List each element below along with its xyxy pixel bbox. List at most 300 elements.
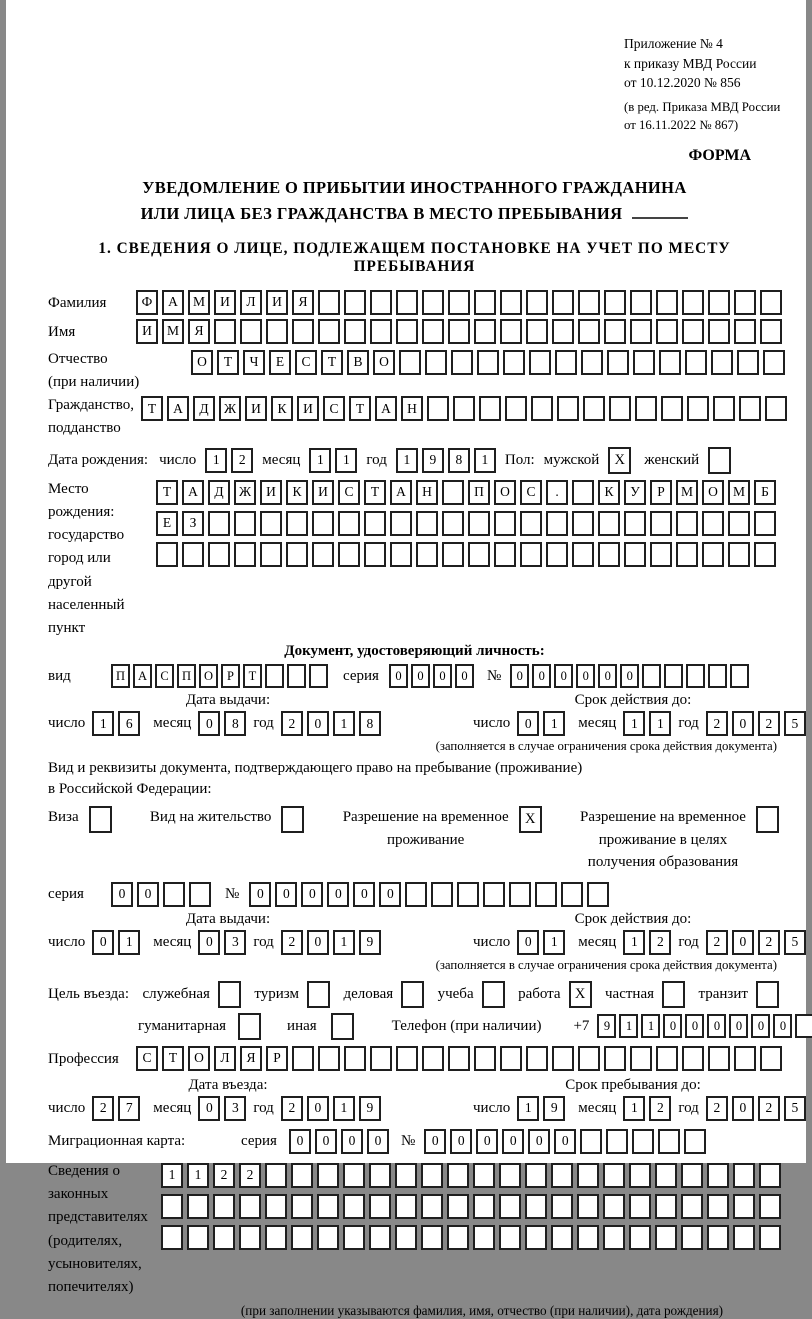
char-box[interactable]: 2 [213, 1163, 235, 1188]
char-box[interactable]: С [155, 664, 174, 688]
char-box[interactable]: 1 [205, 448, 227, 473]
char-box[interactable] [370, 319, 392, 344]
char-box[interactable] [551, 1163, 573, 1188]
char-box[interactable] [733, 1194, 755, 1219]
char-box[interactable]: 0 [275, 882, 297, 907]
purpose-study-checkbox[interactable] [482, 981, 505, 1008]
char-box[interactable] [509, 882, 531, 907]
char-box[interactable] [630, 319, 652, 344]
char-box[interactable] [555, 350, 577, 375]
char-box[interactable] [578, 1046, 600, 1071]
char-box[interactable] [370, 1046, 392, 1071]
char-box[interactable] [343, 1163, 365, 1188]
char-box[interactable] [213, 1194, 235, 1219]
char-box[interactable]: 0 [751, 1014, 770, 1038]
char-box[interactable]: А [182, 480, 204, 505]
char-box[interactable] [529, 350, 551, 375]
char-box[interactable]: 3 [224, 930, 246, 955]
char-box[interactable] [405, 882, 427, 907]
char-box[interactable] [629, 1194, 651, 1219]
char-box[interactable] [505, 396, 527, 421]
char-box[interactable]: Я [240, 1046, 262, 1071]
char-box[interactable]: Д [193, 396, 215, 421]
char-box[interactable] [399, 350, 421, 375]
char-box[interactable] [624, 542, 646, 567]
char-box[interactable] [317, 1194, 339, 1219]
char-box[interactable]: О [494, 480, 516, 505]
char-box[interactable] [686, 664, 705, 688]
char-box[interactable] [520, 542, 542, 567]
char-box[interactable]: 2 [239, 1163, 261, 1188]
char-box[interactable] [684, 1129, 706, 1154]
char-box[interactable] [577, 1163, 599, 1188]
char-box[interactable] [603, 1194, 625, 1219]
char-box[interactable]: 5 [784, 930, 806, 955]
char-box[interactable] [587, 882, 609, 907]
char-box[interactable]: О [191, 350, 213, 375]
char-box[interactable] [632, 1129, 654, 1154]
char-box[interactable] [702, 511, 724, 536]
char-box[interactable]: 0 [307, 930, 329, 955]
char-box[interactable] [682, 290, 704, 315]
char-box[interactable] [447, 1194, 469, 1219]
char-box[interactable] [598, 511, 620, 536]
char-box[interactable]: И [297, 396, 319, 421]
char-box[interactable] [416, 511, 438, 536]
char-box[interactable] [473, 1163, 495, 1188]
char-box[interactable] [629, 1163, 651, 1188]
char-box[interactable]: А [162, 290, 184, 315]
char-box[interactable]: О [188, 1046, 210, 1071]
char-box[interactable]: 2 [649, 930, 671, 955]
char-box[interactable] [260, 542, 282, 567]
char-box[interactable]: 0 [554, 1129, 576, 1154]
char-box[interactable]: Н [416, 480, 438, 505]
char-box[interactable]: И [260, 480, 282, 505]
purpose-other-checkbox[interactable] [331, 1013, 354, 1040]
char-box[interactable] [711, 350, 733, 375]
char-box[interactable] [421, 1163, 443, 1188]
char-box[interactable] [344, 1046, 366, 1071]
char-box[interactable] [681, 1194, 703, 1219]
char-box[interactable] [546, 511, 568, 536]
char-box[interactable] [390, 542, 412, 567]
char-box[interactable] [499, 1163, 521, 1188]
char-box[interactable] [552, 290, 574, 315]
char-box[interactable]: 2 [706, 930, 728, 955]
char-box[interactable] [531, 396, 553, 421]
char-box[interactable]: Р [650, 480, 672, 505]
char-box[interactable] [431, 882, 453, 907]
char-box[interactable] [448, 1046, 470, 1071]
char-box[interactable]: И [214, 290, 236, 315]
char-box[interactable] [702, 542, 724, 567]
char-box[interactable] [483, 882, 505, 907]
char-box[interactable] [442, 511, 464, 536]
purpose-tourism-checkbox[interactable] [307, 981, 330, 1008]
char-box[interactable]: 0 [576, 664, 595, 688]
char-box[interactable]: 0 [732, 1096, 754, 1121]
char-box[interactable] [318, 290, 340, 315]
char-box[interactable] [604, 1046, 626, 1071]
char-box[interactable] [187, 1194, 209, 1219]
char-box[interactable] [656, 1046, 678, 1071]
char-box[interactable] [187, 1225, 209, 1250]
char-box[interactable]: О [702, 480, 724, 505]
char-box[interactable] [759, 1194, 781, 1219]
char-box[interactable]: И [266, 290, 288, 315]
char-box[interactable] [291, 1163, 313, 1188]
char-box[interactable]: 0 [198, 1096, 220, 1121]
char-box[interactable]: Я [188, 319, 210, 344]
char-box[interactable]: П [177, 664, 196, 688]
char-box[interactable] [156, 542, 178, 567]
purpose-transit-checkbox[interactable] [756, 981, 779, 1008]
char-box[interactable] [561, 882, 583, 907]
char-box[interactable] [656, 290, 678, 315]
char-box[interactable]: Д [208, 480, 230, 505]
char-box[interactable] [494, 511, 516, 536]
char-box[interactable] [317, 1163, 339, 1188]
char-box[interactable] [681, 1225, 703, 1250]
char-box[interactable]: 0 [773, 1014, 792, 1038]
purpose-humanitarian-checkbox[interactable] [238, 1013, 261, 1040]
char-box[interactable]: Ф [136, 290, 158, 315]
char-box[interactable] [447, 1163, 469, 1188]
char-box[interactable] [395, 1163, 417, 1188]
char-box[interactable]: К [271, 396, 293, 421]
char-box[interactable] [234, 542, 256, 567]
char-box[interactable]: Ч [243, 350, 265, 375]
char-box[interactable] [603, 1163, 625, 1188]
char-box[interactable] [161, 1225, 183, 1250]
char-box[interactable] [728, 511, 750, 536]
char-box[interactable] [572, 542, 594, 567]
char-box[interactable] [578, 319, 600, 344]
char-box[interactable]: 1 [517, 1096, 539, 1121]
char-box[interactable]: 2 [758, 930, 780, 955]
char-box[interactable]: . [546, 480, 568, 505]
char-box[interactable] [661, 396, 683, 421]
char-box[interactable]: 0 [729, 1014, 748, 1038]
char-box[interactable] [474, 1046, 496, 1071]
char-box[interactable]: 2 [649, 1096, 671, 1121]
char-box[interactable]: 9 [359, 1096, 381, 1121]
char-box[interactable] [734, 290, 756, 315]
char-box[interactable] [624, 511, 646, 536]
char-box[interactable]: 1 [649, 711, 671, 736]
char-box[interactable] [557, 396, 579, 421]
char-box[interactable] [795, 1014, 812, 1038]
char-box[interactable] [239, 1194, 261, 1219]
char-box[interactable] [163, 882, 185, 907]
char-box[interactable]: Н [401, 396, 423, 421]
char-box[interactable]: 0 [732, 711, 754, 736]
char-box[interactable] [448, 290, 470, 315]
char-box[interactable] [442, 480, 464, 505]
char-box[interactable]: Р [266, 1046, 288, 1071]
char-box[interactable]: 0 [620, 664, 639, 688]
char-box[interactable] [503, 350, 525, 375]
char-box[interactable] [425, 350, 447, 375]
char-box[interactable] [338, 542, 360, 567]
char-box[interactable]: Я [292, 290, 314, 315]
char-box[interactable] [685, 350, 707, 375]
char-box[interactable]: 0 [510, 664, 529, 688]
char-box[interactable] [468, 542, 490, 567]
char-box[interactable] [604, 319, 626, 344]
char-box[interactable]: 0 [433, 664, 452, 688]
char-box[interactable]: И [245, 396, 267, 421]
char-box[interactable]: Т [243, 664, 262, 688]
char-box[interactable] [309, 664, 328, 688]
char-box[interactable]: М [728, 480, 750, 505]
char-box[interactable]: Ж [234, 480, 256, 505]
char-box[interactable]: 0 [554, 664, 573, 688]
char-box[interactable] [713, 396, 735, 421]
char-box[interactable] [312, 511, 334, 536]
char-box[interactable] [635, 396, 657, 421]
char-box[interactable] [396, 1046, 418, 1071]
residence-permit-checkbox[interactable] [281, 806, 304, 833]
temp-residence-checkbox[interactable]: X [519, 806, 542, 833]
char-box[interactable] [369, 1225, 391, 1250]
char-box[interactable] [318, 319, 340, 344]
char-box[interactable]: 8 [224, 711, 246, 736]
char-box[interactable]: С [136, 1046, 158, 1071]
char-box[interactable] [265, 1225, 287, 1250]
char-box[interactable]: Е [156, 511, 178, 536]
char-box[interactable] [369, 1163, 391, 1188]
char-box[interactable] [240, 319, 262, 344]
char-box[interactable] [265, 664, 284, 688]
char-box[interactable] [583, 396, 605, 421]
char-box[interactable] [763, 350, 785, 375]
char-box[interactable] [739, 396, 761, 421]
char-box[interactable] [577, 1225, 599, 1250]
char-box[interactable] [525, 1225, 547, 1250]
char-box[interactable]: 0 [528, 1129, 550, 1154]
sex-female-checkbox[interactable] [708, 447, 731, 474]
char-box[interactable] [525, 1163, 547, 1188]
char-box[interactable]: 1 [333, 711, 355, 736]
char-box[interactable]: 8 [359, 711, 381, 736]
char-box[interactable] [260, 511, 282, 536]
char-box[interactable]: Т [156, 480, 178, 505]
char-box[interactable]: 0 [315, 1129, 337, 1154]
char-box[interactable]: С [520, 480, 542, 505]
char-box[interactable] [344, 290, 366, 315]
char-box[interactable]: 1 [335, 448, 357, 473]
char-box[interactable] [606, 1129, 628, 1154]
char-box[interactable] [468, 511, 490, 536]
char-box[interactable] [318, 1046, 340, 1071]
char-box[interactable] [655, 1163, 677, 1188]
char-box[interactable]: А [133, 664, 152, 688]
char-box[interactable] [474, 290, 496, 315]
char-box[interactable] [552, 1046, 574, 1071]
char-box[interactable] [421, 1194, 443, 1219]
char-box[interactable] [499, 1225, 521, 1250]
char-box[interactable]: Т [321, 350, 343, 375]
char-box[interactable]: П [468, 480, 490, 505]
char-box[interactable]: 2 [231, 448, 253, 473]
temp-residence-edu-checkbox[interactable] [756, 806, 779, 833]
char-box[interactable] [208, 511, 230, 536]
char-box[interactable] [603, 1225, 625, 1250]
char-box[interactable] [364, 542, 386, 567]
char-box[interactable] [208, 542, 230, 567]
char-box[interactable] [343, 1194, 365, 1219]
char-box[interactable]: 0 [455, 664, 474, 688]
char-box[interactable] [287, 664, 306, 688]
char-box[interactable] [572, 480, 594, 505]
purpose-official-checkbox[interactable] [218, 981, 241, 1008]
char-box[interactable] [500, 290, 522, 315]
char-box[interactable] [630, 1046, 652, 1071]
char-box[interactable] [708, 1046, 730, 1071]
char-box[interactable] [765, 396, 787, 421]
char-box[interactable] [734, 1046, 756, 1071]
char-box[interactable] [500, 1046, 522, 1071]
char-box[interactable] [733, 1163, 755, 1188]
char-box[interactable] [676, 542, 698, 567]
char-box[interactable]: Т [364, 480, 386, 505]
char-box[interactable] [754, 542, 776, 567]
char-box[interactable]: 2 [281, 711, 303, 736]
char-box[interactable]: 0 [289, 1129, 311, 1154]
char-box[interactable]: Е [269, 350, 291, 375]
char-box[interactable] [733, 1225, 755, 1250]
char-box[interactable] [494, 542, 516, 567]
char-box[interactable]: 2 [281, 930, 303, 955]
char-box[interactable]: П [111, 664, 130, 688]
char-box[interactable]: 0 [307, 1096, 329, 1121]
char-box[interactable] [580, 1129, 602, 1154]
char-box[interactable] [708, 319, 730, 344]
char-box[interactable]: 9 [543, 1096, 565, 1121]
char-box[interactable] [659, 350, 681, 375]
char-box[interactable]: 0 [111, 882, 133, 907]
char-box[interactable] [421, 1225, 443, 1250]
char-box[interactable] [343, 1225, 365, 1250]
char-box[interactable]: Т [217, 350, 239, 375]
char-box[interactable]: М [162, 319, 184, 344]
char-box[interactable] [473, 1225, 495, 1250]
char-box[interactable]: 9 [597, 1014, 616, 1038]
char-box[interactable]: 0 [502, 1129, 524, 1154]
char-box[interactable]: Ж [219, 396, 241, 421]
char-box[interactable] [656, 319, 678, 344]
char-box[interactable]: Т [349, 396, 371, 421]
char-box[interactable] [730, 664, 749, 688]
char-box[interactable] [598, 542, 620, 567]
char-box[interactable] [447, 1225, 469, 1250]
char-box[interactable]: 0 [517, 711, 539, 736]
char-box[interactable] [214, 319, 236, 344]
char-box[interactable] [707, 1194, 729, 1219]
char-box[interactable] [737, 350, 759, 375]
char-box[interactable] [370, 290, 392, 315]
char-box[interactable] [161, 1194, 183, 1219]
char-box[interactable] [396, 319, 418, 344]
char-box[interactable] [292, 1046, 314, 1071]
char-box[interactable] [474, 319, 496, 344]
char-box[interactable]: 5 [784, 1096, 806, 1121]
char-box[interactable]: М [188, 290, 210, 315]
char-box[interactable] [526, 290, 548, 315]
char-box[interactable] [453, 396, 475, 421]
char-box[interactable]: М [676, 480, 698, 505]
char-box[interactable] [451, 350, 473, 375]
char-box[interactable]: 0 [424, 1129, 446, 1154]
char-box[interactable] [422, 290, 444, 315]
char-box[interactable]: 1 [619, 1014, 638, 1038]
char-box[interactable]: И [312, 480, 334, 505]
char-box[interactable] [760, 290, 782, 315]
char-box[interactable] [708, 664, 727, 688]
char-box[interactable]: 0 [327, 882, 349, 907]
char-box[interactable]: 1 [543, 930, 565, 955]
char-box[interactable] [642, 664, 661, 688]
char-box[interactable] [552, 319, 574, 344]
char-box[interactable] [369, 1194, 391, 1219]
char-box[interactable] [759, 1225, 781, 1250]
char-box[interactable] [551, 1225, 573, 1250]
char-box[interactable] [477, 350, 499, 375]
char-box[interactable] [707, 1225, 729, 1250]
char-box[interactable]: В [347, 350, 369, 375]
char-box[interactable]: Б [754, 480, 776, 505]
char-box[interactable]: З [182, 511, 204, 536]
char-box[interactable]: 2 [706, 711, 728, 736]
char-box[interactable] [572, 511, 594, 536]
char-box[interactable]: 1 [623, 1096, 645, 1121]
char-box[interactable]: 0 [732, 930, 754, 955]
char-box[interactable] [708, 290, 730, 315]
char-box[interactable] [182, 542, 204, 567]
char-box[interactable]: 1 [623, 711, 645, 736]
char-box[interactable] [265, 1194, 287, 1219]
char-box[interactable]: 0 [341, 1129, 363, 1154]
char-box[interactable] [448, 319, 470, 344]
char-box[interactable] [633, 350, 655, 375]
char-box[interactable]: К [598, 480, 620, 505]
char-box[interactable]: 5 [784, 711, 806, 736]
purpose-private-checkbox[interactable] [662, 981, 685, 1008]
char-box[interactable] [479, 396, 501, 421]
char-box[interactable] [577, 1194, 599, 1219]
char-box[interactable] [317, 1225, 339, 1250]
sex-male-checkbox[interactable]: X [608, 447, 631, 474]
char-box[interactable]: 1 [92, 711, 114, 736]
char-box[interactable] [578, 290, 600, 315]
char-box[interactable] [734, 319, 756, 344]
char-box[interactable]: И [136, 319, 158, 344]
char-box[interactable]: У [624, 480, 646, 505]
char-box[interactable] [664, 664, 683, 688]
char-box[interactable]: С [323, 396, 345, 421]
char-box[interactable]: 0 [411, 664, 430, 688]
char-box[interactable]: 1 [161, 1163, 183, 1188]
char-box[interactable]: Т [141, 396, 163, 421]
char-box[interactable] [422, 1046, 444, 1071]
char-box[interactable] [609, 396, 631, 421]
char-box[interactable]: 0 [663, 1014, 682, 1038]
char-box[interactable]: Т [162, 1046, 184, 1071]
char-box[interactable] [213, 1225, 235, 1250]
char-box[interactable]: О [199, 664, 218, 688]
